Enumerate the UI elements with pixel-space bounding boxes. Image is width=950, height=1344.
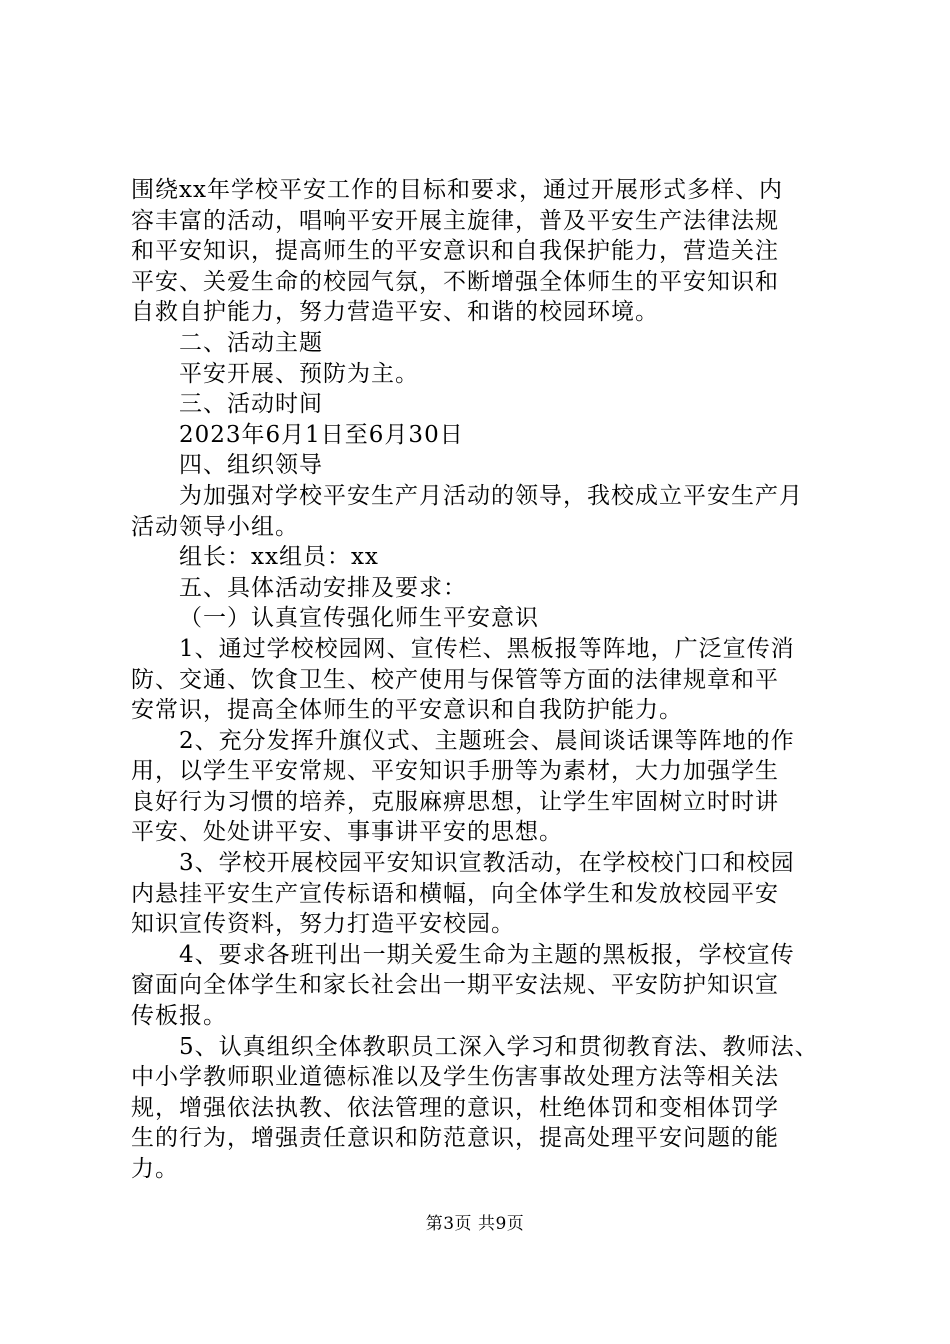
- section-heading: 三、活动时间: [179, 391, 323, 418]
- text-line: 4、要求各班刊出一期关爱生命为主题的黑板报，学校宣传: [179, 941, 795, 968]
- text-line: 力。: [131, 1156, 179, 1182]
- text-line: 5、认真组织全体教职员工深入学习和贯彻教育法、教师法、: [179, 1033, 819, 1060]
- section-heading: 四、组织领导: [179, 452, 323, 479]
- text-line: 容丰富的活动，唱响平安开展主旋律，普及平安生产法律法规: [131, 207, 779, 234]
- text-line: 防、交通、饮食卫生、校产使用与保管等方面的法律规章和平: [131, 666, 779, 693]
- text-line: 和平安知识，提高师生的平安意识和自我保护能力，营造关注: [131, 238, 779, 265]
- text-line: 围绕xx年学校平安工作的目标和要求，通过开展形式多样、内: [131, 177, 783, 203]
- text-line: 平安、关爱生命的校园气氛，不断增强全体师生的平安知识和: [131, 268, 779, 295]
- text-line: 传板报。: [131, 1003, 227, 1030]
- text-line: 自救自护能力，努力营造平安、和谐的校园环境。: [131, 299, 659, 326]
- section-heading: 二、活动主题: [179, 329, 323, 356]
- text-line: 为加强对学校平安生产月活动的领导，我校成立平安生产月: [179, 482, 803, 509]
- text-line: 活动领导小组。: [131, 513, 299, 540]
- text-line: 良好行为习惯的培养，克服麻痹思想，让学生牢固树立时时讲: [131, 788, 779, 815]
- text-line: 平安开展、预防为主。: [179, 360, 419, 387]
- text-line: 平安、处处讲平安、事事讲平安的思想。: [131, 819, 563, 846]
- text-line: 用，以学生平安常规、平安知识手册等为素材，大力加强学生: [131, 758, 779, 785]
- text-line: 中小学教师职业道德标准以及学生伤害事故处理方法等相关法: [131, 1064, 779, 1091]
- text-line: 2023年6月1日至6月30日: [179, 421, 464, 448]
- text-line: 安常识，提高全体师生的平安意识和自我防护能力。: [131, 697, 683, 724]
- section-heading: 五、具体活动安排及要求：: [179, 574, 467, 601]
- document-body: [131, 175, 831, 1185]
- text-line: 内悬挂平安生产宣传标语和横幅，向全体学生和发放校园平安: [131, 880, 779, 907]
- text-line: 规，增强依法执教、依法管理的意识，杜绝体罚和变相体罚学: [131, 1094, 779, 1121]
- subsection-heading: （一）认真宣传强化师生平安意识: [179, 605, 539, 632]
- text-line: 生的行为，增强责任意识和防范意识，提高处理平安问题的能: [131, 1125, 779, 1152]
- text-line: 组长：xx组员：xx: [179, 544, 379, 571]
- text-line: 2、充分发挥升旗仪式、主题班会、晨间谈话课等阵地的作: [179, 727, 795, 754]
- text-line: 知识宣传资料，努力打造平安校园。: [131, 911, 515, 938]
- text-line: 窗面向全体学生和家长社会出一期平安法规、平安防护知识宣: [131, 972, 779, 999]
- page-number-footer: 第3页 共9页: [425, 1214, 525, 1234]
- text-line: 1、通过学校校园网、宣传栏、黑板报等阵地，广泛宣传消: [179, 635, 795, 662]
- text-line: 3、学校开展校园平安知识宣教活动，在学校校门口和校园: [179, 850, 795, 877]
